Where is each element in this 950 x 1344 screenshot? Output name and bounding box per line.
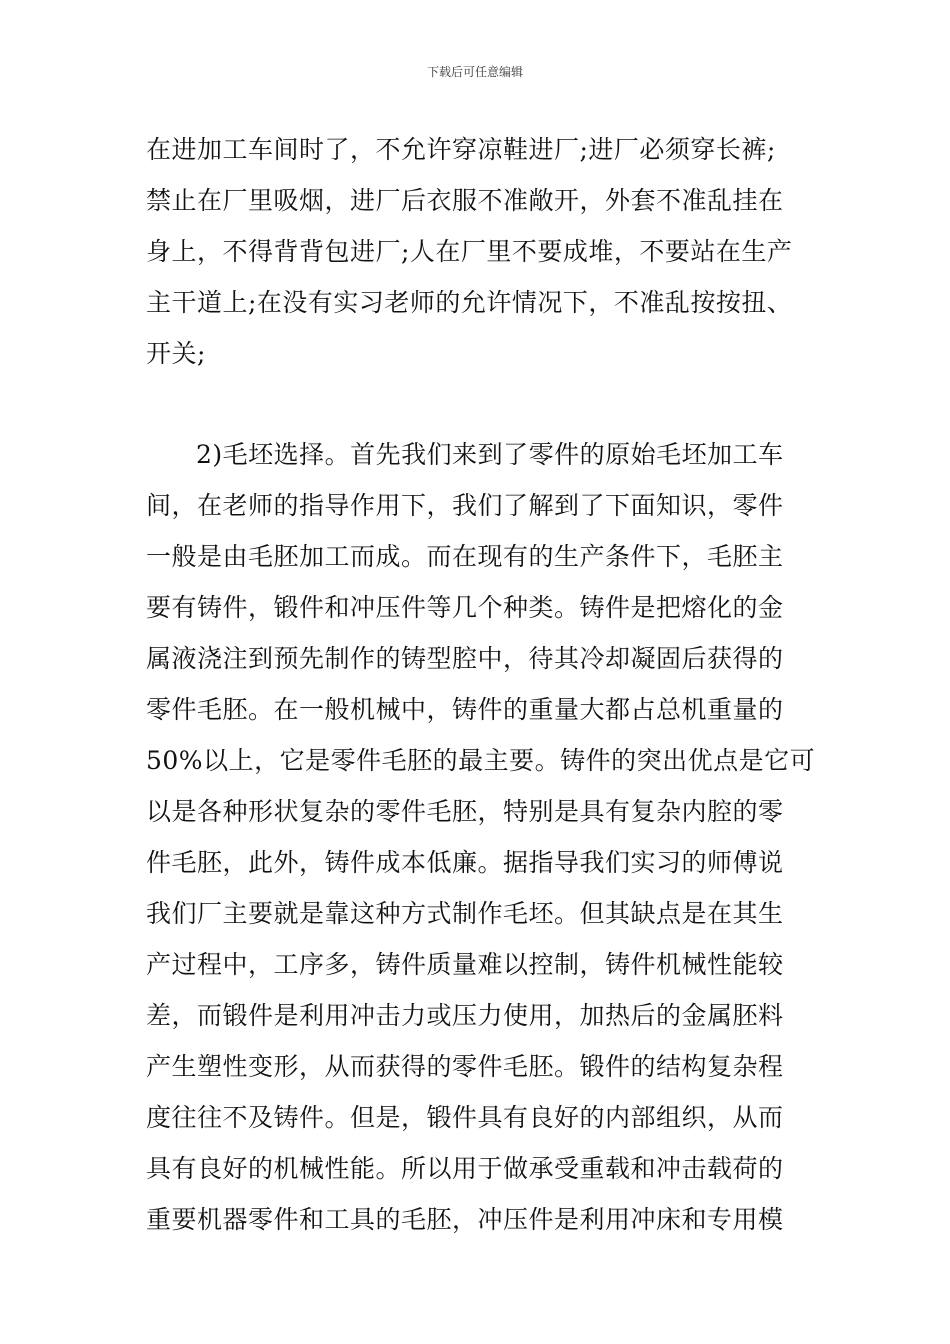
text-line: 2)毛坯选择。首先我们来到了零件的原始毛坯加工车	[196, 440, 784, 469]
paragraph-gap	[146, 379, 806, 429]
text-line: 间，在老师的指导作用下，我们了解到了下面知识，零件	[146, 491, 784, 520]
paragraph-blank-selection	[146, 429, 816, 1245]
text-line: 件毛胚，此外，铸件成本低廉。据指导我们实习的师傅说	[146, 848, 784, 877]
page-header: 下载后可任意编辑	[426, 65, 523, 79]
text-line: 一般是由毛胚加工而成。而在现有的生产条件下，毛胚主	[146, 542, 784, 571]
text-line: 我们厂主要就是靠这种方式制作毛坯。但其缺点是在其生	[146, 899, 784, 928]
text-line: 身上，不得背背包进厂;人在厂里不要成堆，不要站在生产	[146, 237, 793, 266]
text-line: 禁止在厂里吸烟，进厂后衣服不准敞开，外套不准乱挂在	[146, 186, 784, 215]
text-line: 度往往不及铸件。但是，锻件具有良好的内部组织，从而	[146, 1103, 784, 1132]
text-line: 要有铸件，锻件和冲压件等几个种类。铸件是把熔化的金	[146, 593, 784, 622]
text-line: 在进加工车间时了，不允许穿凉鞋进厂;进厂必须穿长裤;	[146, 135, 776, 164]
paragraph-rules	[146, 124, 806, 379]
text-line: 零件毛胚。在一般机械中，铸件的重量大都占总机重量的	[146, 695, 784, 724]
text-line: 开关;	[146, 339, 206, 368]
text-line: 属液浇注到预先制作的铸型腔中，待其冷却凝固后获得的	[146, 644, 784, 673]
document-body	[146, 124, 816, 1245]
text-line: 以是各种形状复杂的零件毛胚，特别是具有复杂内腔的零	[146, 797, 784, 826]
text-line: 重要机器零件和工具的毛胚，冲压件是利用冲床和专用模	[146, 1205, 784, 1234]
text-line: 具有良好的机械性能。所以用于做承受重载和冲击载荷的	[146, 1154, 784, 1183]
text-line: 差，而锻件是利用冲击力或压力使用，加热后的金属胚料	[146, 1001, 784, 1030]
text-line: 产过程中，工序多，铸件质量难以控制，铸件机械性能较	[146, 950, 784, 979]
text-line: 50%以上，它是零件毛胚的最主要。铸件的突出优点是它可	[146, 746, 816, 775]
text-line: 主干道上;在没有实习老师的允许情况下，不准乱按按扭、	[146, 288, 793, 317]
text-line: 产生塑性变形，从而获得的零件毛胚。锻件的结构复杂程	[146, 1052, 784, 1081]
